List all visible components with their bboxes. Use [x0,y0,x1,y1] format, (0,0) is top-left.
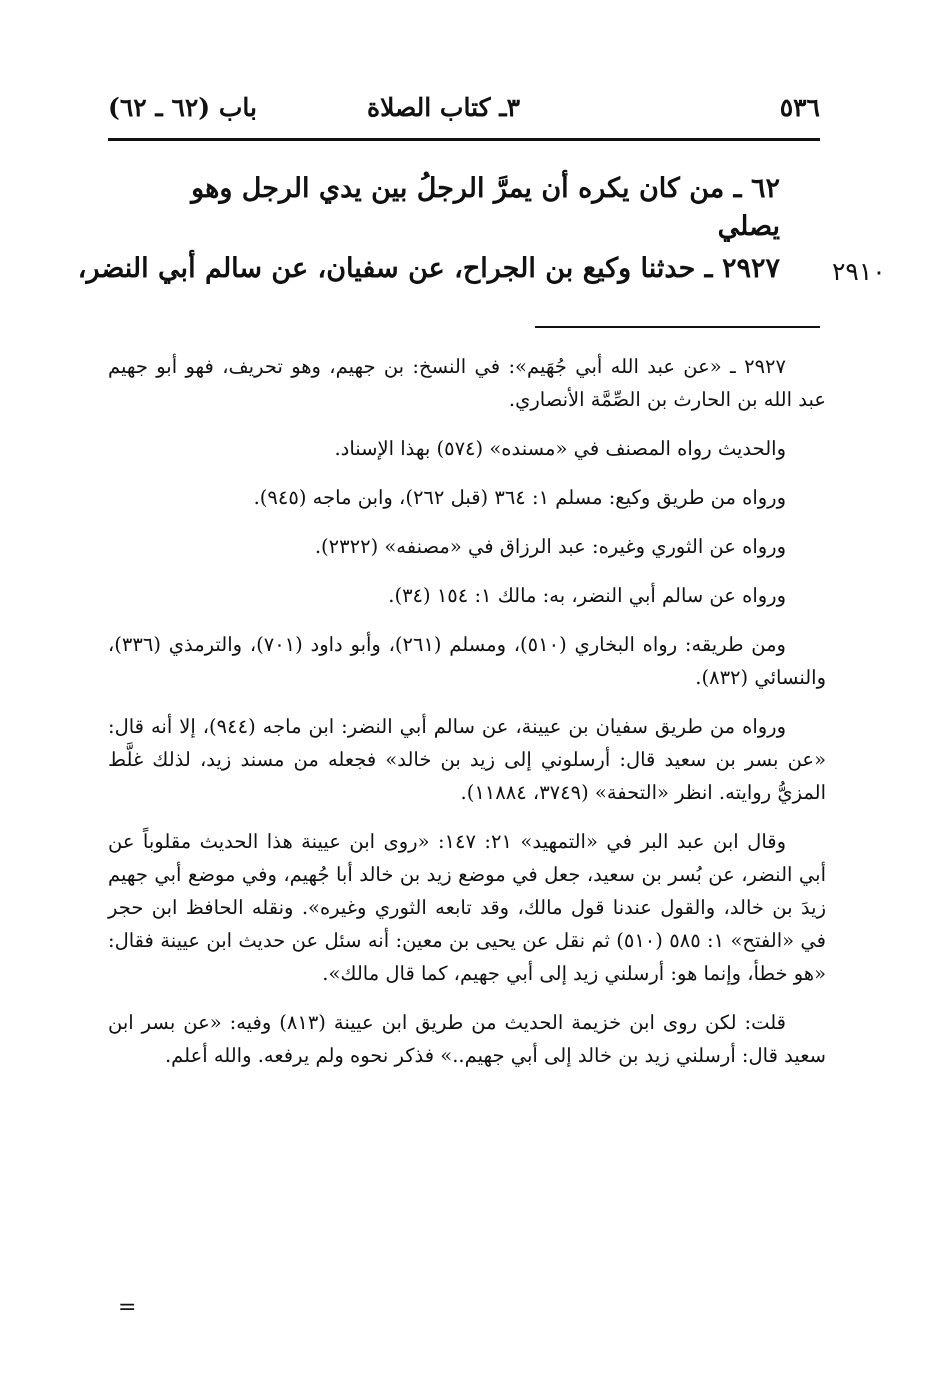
footnote-paragraph: ورواه من طريق سفيان بن عيينة، عن سالم أبي النضر: ابن ماجه (٩٤٤)، إلا أنه قال: «عن بسر بن سعيد قال: أرسلوني إلى زيد بن خالد» فجعله من مسند زيد، لذلك غلَّط المزيُّ روايته. انظر «التحفة» (٣٧٤٩، ١١٨٨٤). [108,715,826,804]
footnote-paragraph: قلت: لكن روى ابن خزيمة الحديث من طريق ابن عيينة (٨١٣) وفيه: «عن بسر ابن سعيد قال: أرسلني زيد بن خالد إلى أبي جهيم..» فذكر نحوه ولم يرفعه. والله أعلم. [108,1011,826,1067]
margin-reference-number: ٢٩١٠ [832,257,886,286]
book-title: ٣ـ كتاب الصلاة [366,93,520,122]
chapter-title: ٦٢ ـ من كان يكره أن يمرَّ الرجلُ بين يدي الرجل وهو يصلي [191,173,780,242]
footnote-paragraph: ومن طريقه: رواه البخاري (٥١٠)، ومسلم (٢٦١)، وأبو داود (٧٠١)، والترمذي (٣٣٦)، والنسائي (٨٣٢). [108,633,826,689]
footnote-separator [535,326,820,328]
footnote-paragraph: ورواه عن الثوري وغيره: عبد الرزاق في «مصنفه» (٢٣٢٢). [314,535,786,558]
footnote-paragraph: ورواه عن سالم أبي النضر، به: مالك ١: ١٥٤ (٣٤). [388,584,786,607]
hadith-text: ٢٩٢٧ ـ حدثنا وكيع بن الجراح، عن سفيان، عن سالم أبي النضر، [77,253,780,284]
header-rule [108,138,820,141]
continuation-mark: = [118,1295,137,1320]
chapter-reference: باب (٦٢ ـ ٦٢) [108,93,257,122]
footnote-paragraph: والحديث رواه المصنف في «مسنده» (٥٧٤) بهذا الإسناد. [334,437,786,460]
footnote-paragraph: وقال ابن عبد البر في «التمهيد» ٢١: ١٤٧: «روى ابن عيينة هذا الحديث مقلوباً عن أبي النضر، عن بُسر بن سعيد، جعل في موضع زيد بن خالد أبا جُهيم، وفي موضع أبي جهيم زيدَ بن خالد، والقول عندنا قول مالك، وقد تابعه الثوري وغيره». ونقله الحافظ ابن حجر في «الفتح» ١: ٥٨٥ (٥١٠) ثم نقل عن يحيى بن معين: أنه سئل عن حديث ابن عيينة فقال: «هو خطأ، وإنما هو: أرسلني زيد إلى أبي جهيم، كما قال مالك». [108,830,826,985]
footnotes [108,350,826,1088]
page-number: ٥٣٦ [779,93,820,122]
footnote-paragraph: ورواه من طريق وكيع: مسلم ١: ٣٦٤ (قبل ٢٦٢)، وابن ماجه (٩٤٥). [253,486,786,509]
running-header [108,88,820,132]
footnote-paragraph: ٢٩٢٧ ـ «عن عبد الله أبي جُهَيم»: في النسخ: بن جهيم، وهو تحريف، فهو أبو جهيم عبد الله بن الحارث بن الصِّمَّة الأنصاري. [108,355,826,411]
